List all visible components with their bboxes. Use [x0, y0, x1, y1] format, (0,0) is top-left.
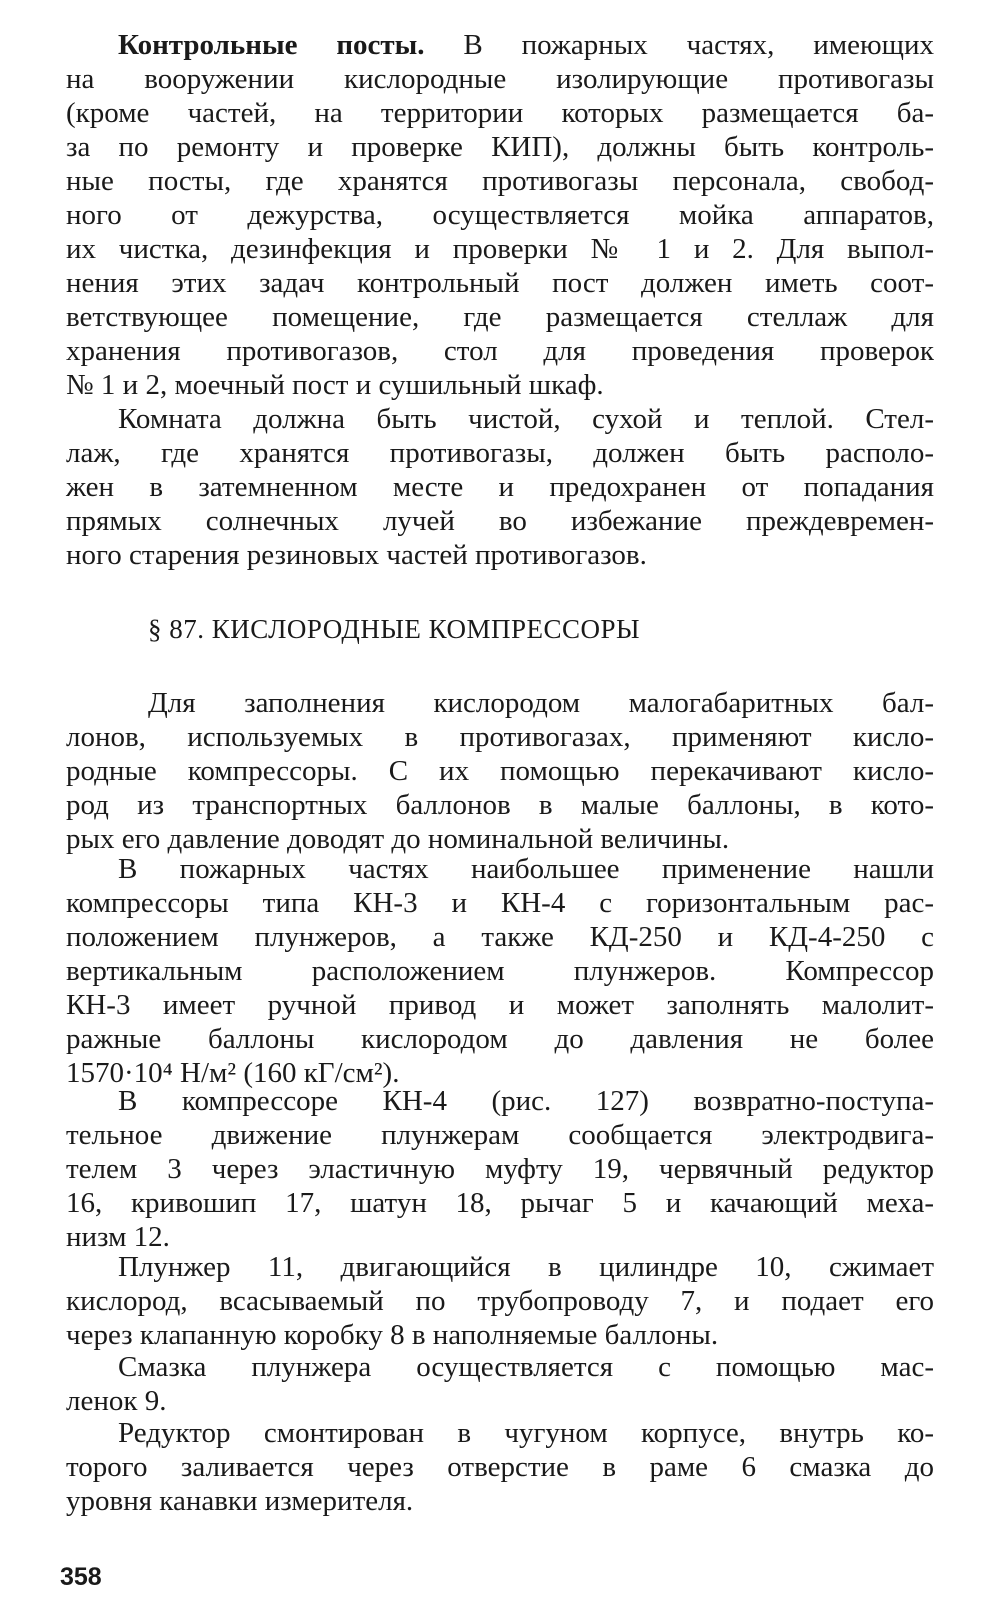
- text-line: их чистка, дезинфекция и проверки № 1 и 2. Для выпол-: [66, 233, 934, 265]
- text-line-rest: В пожарных частях, имеющих: [424, 29, 934, 61]
- text-line: В пожарных частях наибольшее применение нашли: [118, 853, 934, 885]
- text-line: жен в затемненном месте и предохранен от попадания: [66, 471, 934, 503]
- text-line: Редуктор смонтирован в чугуном корпусе, внутрь ко-: [118, 1417, 934, 1449]
- text-line: на вооружении кислородные изолирующие противогазы: [66, 63, 934, 95]
- text-line: тельное движение плунжерам сообщается электродвига-: [66, 1119, 934, 1151]
- text-line: кислород, всасываемый по трубопроводу 7, и подает его: [66, 1285, 934, 1317]
- text-line: Плунжер 11, двигающийся в цилиндре 10, сжимает: [118, 1251, 934, 1283]
- text-line: № 1 и 2, моечный пост и сушильный шкаф.: [66, 369, 604, 401]
- text-line: 16, кривошип 17, шатун 18, рычаг 5 и качающий меха-: [66, 1187, 934, 1219]
- text-line: [118, 28, 934, 62]
- paragraph-lead: Контрольные посты.: [118, 29, 425, 61]
- text-line: ные посты, где хранятся противогазы персонала, свобод-: [66, 165, 934, 197]
- text-line: положением плунжеров, а также КД-250 и КД-4-250 с: [66, 921, 934, 953]
- text-line: Комната должна быть чистой, сухой и теплой. Стел-: [118, 403, 934, 435]
- section-heading: § 87. КИСЛОРОДНЫЕ КОМПРЕССОРЫ: [148, 614, 641, 644]
- text-line: компрессоры типа КН-3 и КН-4 с горизонтальным рас-: [66, 887, 934, 919]
- text-line: хранения противогазов, стол для проведения проверок: [66, 335, 934, 367]
- text-line: рых его давление доводят до номинальной величины.: [66, 823, 730, 855]
- text-line: Смазка плунжера осуществляется с помощью мас-: [118, 1351, 934, 1383]
- text-line: ражные баллоны кислородом до давления не более: [66, 1023, 934, 1055]
- text-line: за по ремонту и проверке КИП), должны быть контроль-: [66, 131, 934, 163]
- text-line: нения этих задач контрольный пост должен иметь соот-: [66, 267, 934, 299]
- text-line: род из транспортных баллонов в малые баллоны, в кото-: [66, 789, 934, 821]
- text-line: торого заливается через отверстие в раме 6 смазка до: [66, 1451, 934, 1483]
- text-line: КН-3 имеет ручной привод и может заполнять малолит-: [66, 989, 934, 1021]
- text-line: через клапанную коробку 8 в наполняемые баллоны.: [66, 1319, 719, 1351]
- text-line: ного старения резиновых частей противогазов.: [66, 539, 647, 571]
- text-line: В компрессоре КН-4 (рис. 127) возвратно-поступа-: [118, 1085, 934, 1117]
- text-line: (кроме частей, на территории которых размещается ба-: [66, 97, 934, 129]
- text-line: лонов, используемых в противогазах, применяют кисло-: [66, 721, 934, 753]
- text-line: ного от дежурства, осуществляется мойка аппаратов,: [66, 199, 934, 231]
- text-line: ветствующее помещение, где размещается стеллаж для: [66, 301, 934, 333]
- text-line: прямых солнечных лучей во избежание преждевремен-: [66, 505, 934, 537]
- text-line: родные компрессоры. С их помощью перекачивают кисло-: [66, 755, 934, 787]
- text-line: лаж, где хранятся противогазы, должен быть располо-: [66, 437, 934, 469]
- text-line: телем 3 через эластичную муфту 19, червячный редуктор: [66, 1153, 934, 1185]
- text-line: уровня канавки измерителя.: [66, 1485, 414, 1517]
- text-line: вертикальным расположением плунжеров. Компрессор: [66, 955, 934, 987]
- text-line: Для заполнения кислородом малогабаритных бал-: [148, 687, 934, 719]
- text-line: ленок 9.: [66, 1385, 167, 1417]
- text-line: 1570·10⁴ Н/м² (160 кГ/см²).: [66, 1057, 400, 1089]
- text-line: низм 12.: [66, 1221, 170, 1253]
- page-number: 358: [60, 1563, 102, 1591]
